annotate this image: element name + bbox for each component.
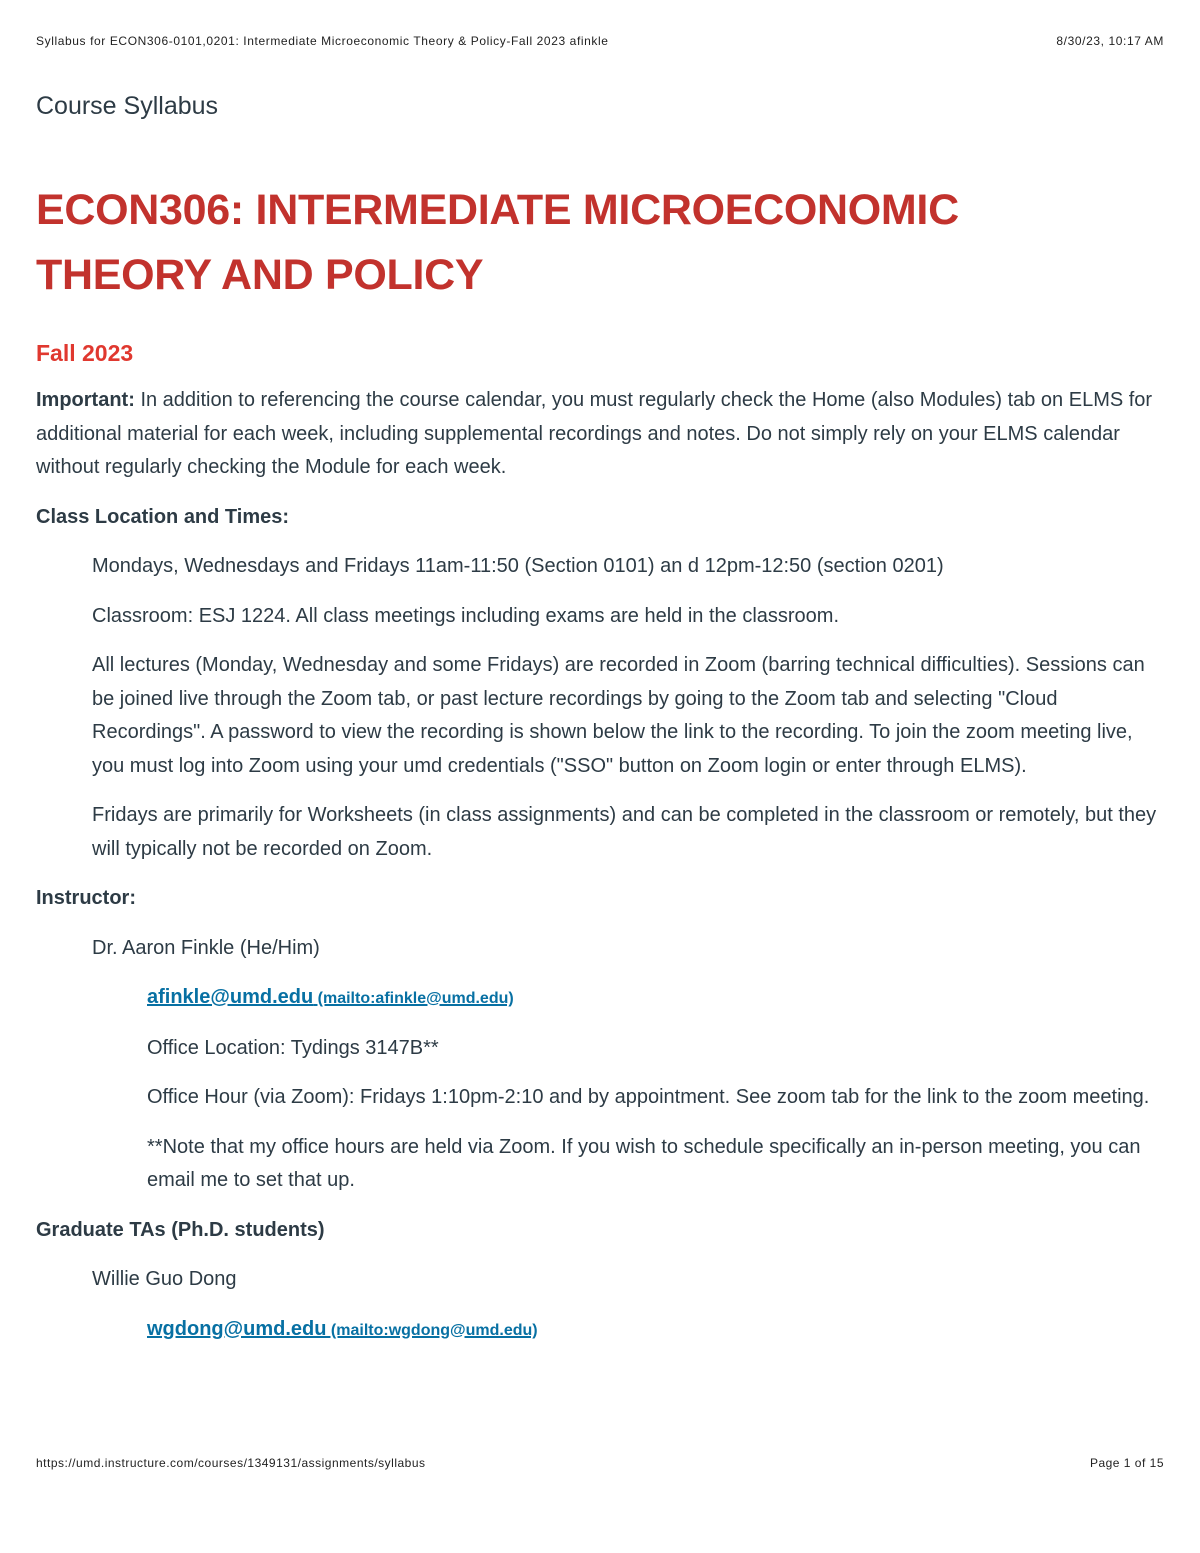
course-title-line1: ECON306: INTERMEDIATE MICROECONOMIC (36, 186, 959, 234)
instructor-email-suffix: (mailto:afinkle@umd.edu) (313, 990, 514, 1007)
recording-info: All lectures (Monday, Wednesday and some Fridays) are recorded in Zoom (barring technical difficulties). Sessions can be joined live through the Zoom tab, or past lecture recordings by going to the Zoom tab and selecting "Cloud Recordings". A password to view the recording is shown below the link to the recording. To join the zoom meeting live, you must log into Zoom using your umd credentials ("SSO" button on Zoom login or enter through ELMS). (92, 654, 1145, 777)
course-title-line2: THEORY AND POLICY (36, 251, 484, 299)
classroom-info: Classroom: ESJ 1224. All class meetings including exams are held in the classroom. (92, 604, 840, 627)
page-kicker: Course Syllabus (36, 92, 219, 120)
office-location: Office Location: Tydings 3147B** (147, 1036, 439, 1059)
instructor-email-line (147, 981, 1166, 1016)
print-footer-page: Page 1 of 15 (1089, 1456, 1164, 1470)
ta-email-suffix: (mailto:wgdong@umd.edu) (326, 1321, 538, 1339)
ta-email: wgdong@umd.edu (147, 1317, 327, 1340)
print-footer-url: https://umd.instructure.com/courses/1349131/assignments/syllabus (36, 1456, 426, 1470)
office-hour: Office Hour (via Zoom): Fridays 1:10pm-2:10 and by appointment. See zoom tab for the link to the zoom meeting. (147, 1086, 1150, 1108)
important-label: Important: (36, 389, 135, 411)
instructor-email-link[interactable] (147, 986, 514, 1008)
fridays-info: Fridays are primarily for Worksheets (in class assignments) and can be completed in the classroom or remotely, but they will typically not be recorded on Zoom. (92, 804, 1157, 860)
print-header-title: Syllabus for ECON306-0101,0201: Intermediate Microeconomic Theory & Policy-Fall 2023 afinkle (36, 34, 609, 48)
ta-name: Willie Guo Dong (92, 1268, 237, 1290)
important-text: In addition to referencing the course calendar, you must regularly check the Home (also Modules) tab on ELMS for additional material for each week, including supplemental recordings and notes. Do not simply rely on your ELMS calendar without regularly checking the Module for each week. (36, 389, 1153, 478)
ta-email-line (147, 1313, 1166, 1348)
course-title (36, 178, 1166, 308)
ta-email-link[interactable] (147, 1318, 538, 1340)
instructor-email: afinkle@umd.edu (147, 986, 314, 1008)
instructor-heading: Instructor: (36, 887, 136, 909)
term-heading: Fall 2023 (36, 340, 134, 366)
class-schedule: Mondays, Wednesdays and Fridays 11am-11:50 (Section 0101) an d 12pm-12:50 (section 0201) (92, 555, 944, 577)
class-location-heading: Class Location and Times: (36, 505, 290, 528)
syllabus-content (36, 86, 1166, 1347)
ta-heading: Graduate TAs (Ph.D. students) (36, 1218, 325, 1241)
office-hour-note: **Note that my office hours are held via Zoom. If you wish to schedule specifically an in-person meeting, you can email me to set that up. (147, 1135, 1141, 1191)
instructor-name: Dr. Aaron Finkle (He/Him) (92, 936, 320, 959)
important-notice (36, 384, 1166, 485)
print-header-timestamp: 8/30/23, 10:17 AM (1056, 34, 1164, 48)
